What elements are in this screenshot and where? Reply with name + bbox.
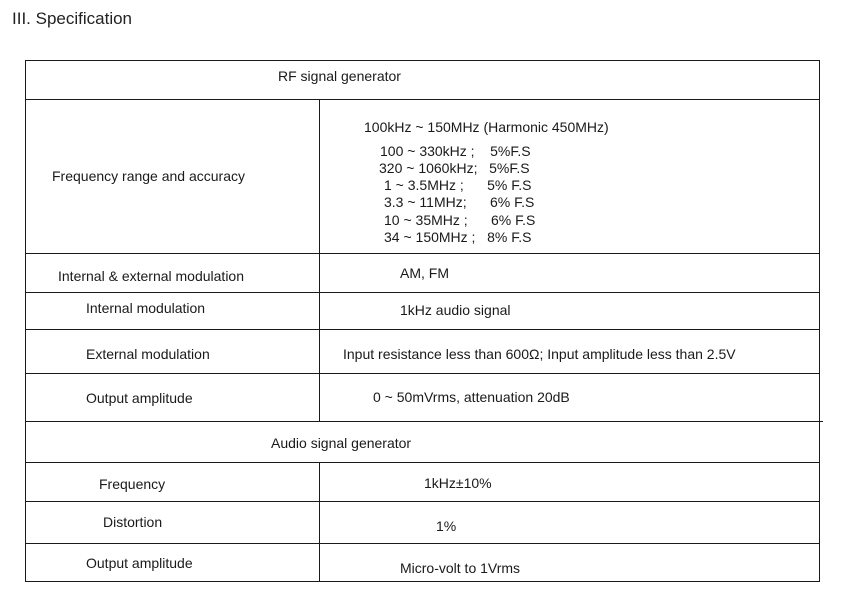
spec-label-audio-output-amplitude: Output amplitude — [86, 555, 193, 571]
spec-value-modulation: AM, FM — [400, 265, 449, 281]
page-heading: III. Specification — [12, 9, 133, 28]
spec-label-rf-output-amplitude: Output amplitude — [86, 390, 193, 406]
row-divider — [25, 99, 820, 100]
spec-label-internal-modulation: Internal modulation — [86, 300, 206, 316]
spec-value-distortion: 1% — [436, 518, 457, 534]
row-divider — [25, 329, 820, 330]
spec-label-external-modulation: External modulation — [86, 346, 210, 362]
spec-label-frequency-range: Frequency range and accuracy — [52, 168, 245, 184]
frequency-accuracy-line: 3.3 ~ 11MHz; 6% F.S — [384, 194, 535, 210]
spec-value-audio-output-amplitude: Micro-volt to 1Vrms — [400, 560, 521, 576]
spec-label-audio-frequency: Frequency — [99, 476, 166, 492]
row-divider — [25, 421, 820, 422]
row-divider — [25, 373, 820, 374]
row-divider — [25, 462, 820, 463]
row-divider — [25, 501, 820, 502]
row-divider — [25, 253, 820, 254]
frequency-accuracy-line: 100 ~ 330kHz ; 5%F.S — [380, 143, 531, 159]
spec-value-rf-output-amplitude: 0 ~ 50mVrms, attenuation 20dB — [373, 389, 570, 405]
frequency-accuracy-line: 320 ~ 1060kHz; 5%F.S — [379, 160, 530, 176]
column-divider — [319, 99, 320, 422]
spec-value-internal-modulation: 1kHz audio signal — [400, 302, 511, 318]
spec-table — [25, 60, 820, 582]
frequency-accuracy-line: 10 ~ 35MHz ; 6% F.S — [384, 212, 536, 228]
row-divider-stub — [820, 421, 823, 422]
spec-label-modulation: Internal & external modulation — [58, 268, 244, 284]
spec-label-distortion: Distortion — [103, 514, 163, 530]
audio-section-title: Audio signal generator — [271, 435, 412, 451]
row-divider — [25, 543, 820, 544]
column-divider — [319, 462, 320, 582]
spec-value-frequency-range: 100kHz ~ 150MHz (Harmonic 450MHz) — [364, 119, 609, 135]
spec-value-external-modulation: Input resistance less than 600Ω; Input amplitude less than 2.5V — [343, 346, 736, 362]
row-divider — [25, 292, 820, 293]
frequency-accuracy-line: 1 ~ 3.5MHz ; 5% F.S — [384, 177, 532, 193]
spec-value-audio-frequency: 1kHz±10% — [424, 475, 492, 491]
frequency-accuracy-line: 34 ~ 150MHz ; 8% F.S — [384, 229, 532, 245]
rf-section-title: RF signal generator — [278, 68, 401, 84]
